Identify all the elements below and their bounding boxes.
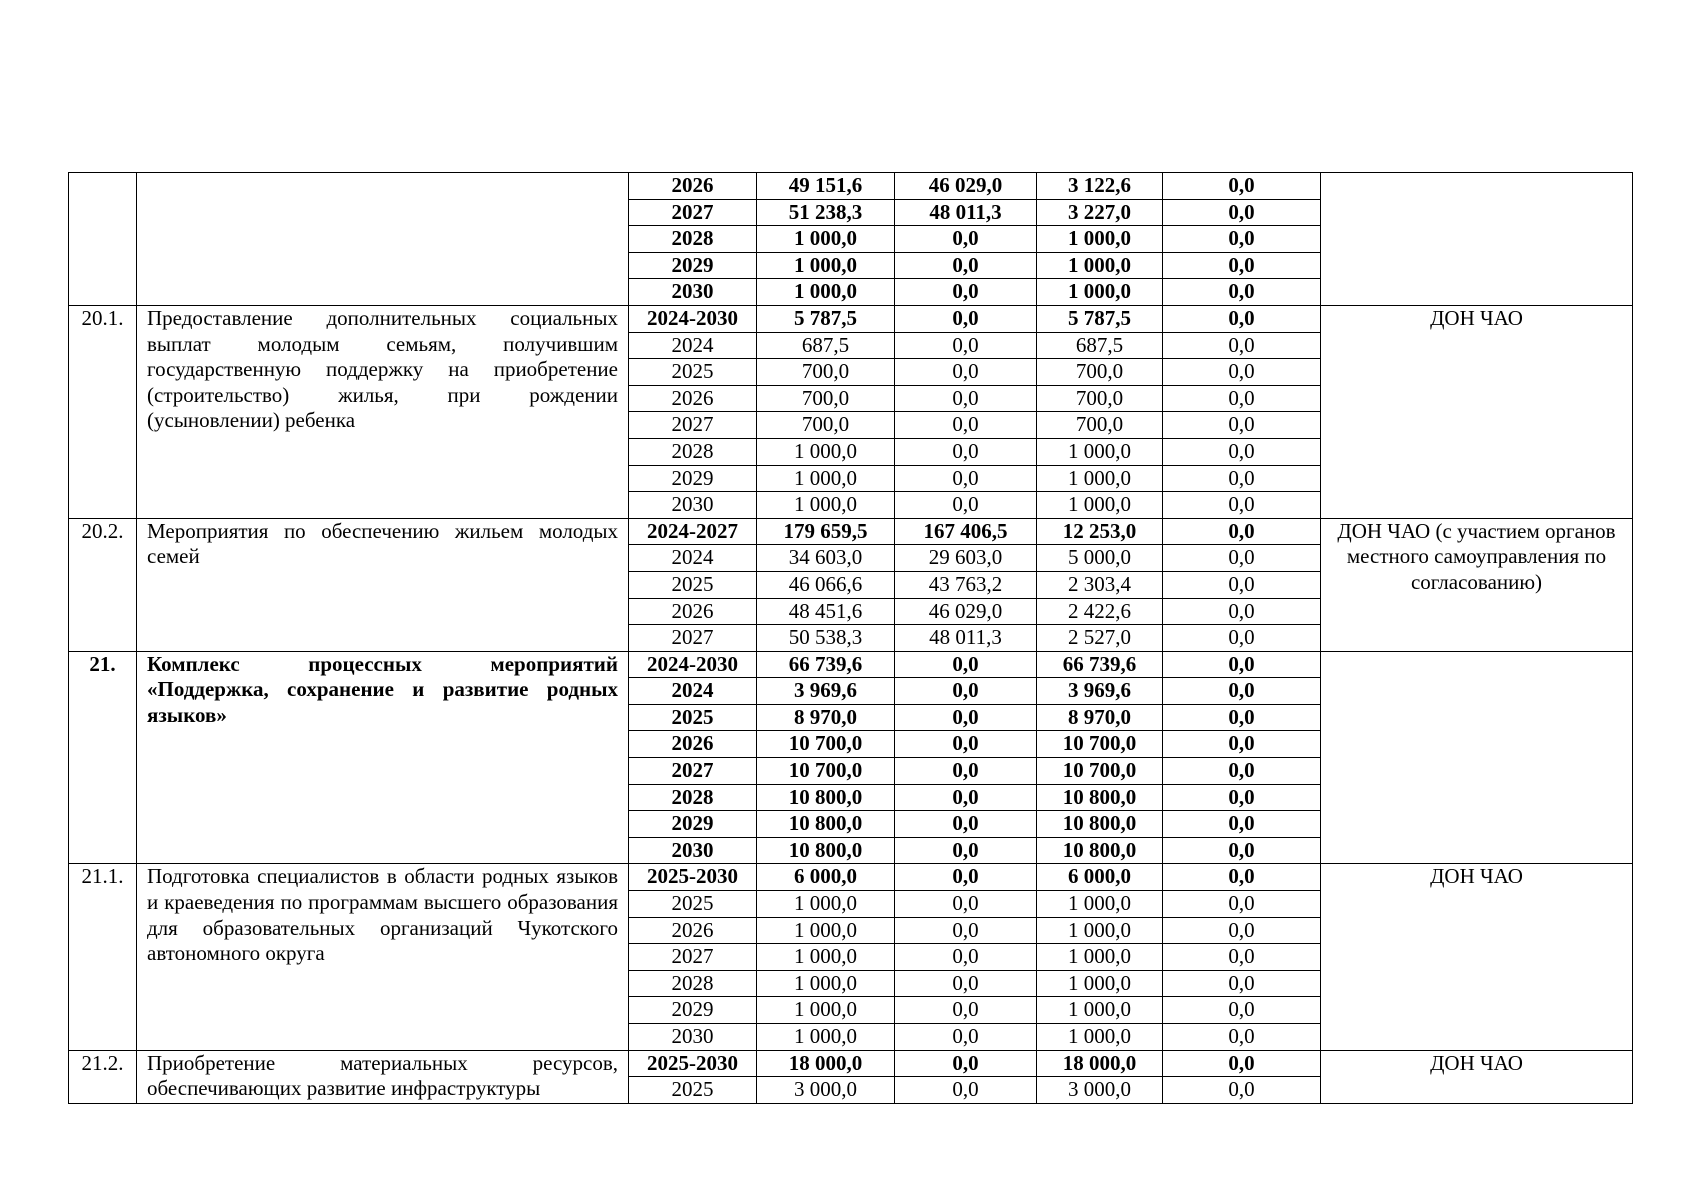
executor: [1321, 651, 1633, 864]
total-cell: 51 238,3: [757, 199, 895, 226]
total-cell: 687,5: [757, 332, 895, 359]
regional-budget-cell: 1 000,0: [1037, 465, 1163, 492]
extrabudgetary-cell: 0,0: [1163, 465, 1321, 492]
extrabudgetary-cell: 0,0: [1163, 997, 1321, 1024]
extrabudgetary-cell: 0,0: [1163, 891, 1321, 918]
total-cell: 10 800,0: [757, 837, 895, 864]
regional-budget-cell: 5 000,0: [1037, 545, 1163, 572]
extrabudgetary-cell: 0,0: [1163, 226, 1321, 253]
executor: ДОН ЧАО: [1321, 864, 1633, 1050]
year-cell: 2025: [629, 359, 757, 386]
regional-budget-cell: 2 527,0: [1037, 625, 1163, 652]
federal-budget-cell: 0,0: [895, 359, 1037, 386]
regional-budget-cell: 3 969,6: [1037, 678, 1163, 705]
regional-budget-cell: 8 970,0: [1037, 704, 1163, 731]
extrabudgetary-cell: 0,0: [1163, 545, 1321, 572]
year-cell: 2028: [629, 226, 757, 253]
extrabudgetary-cell: 0,0: [1163, 412, 1321, 439]
table-row: [69, 864, 1633, 891]
federal-budget-cell: 48 011,3: [895, 625, 1037, 652]
executor: [1321, 173, 1633, 306]
year-cell: 2030: [629, 279, 757, 306]
total-cell: 46 066,6: [757, 571, 895, 598]
federal-budget-cell: 0,0: [895, 412, 1037, 439]
year-cell: 2024: [629, 545, 757, 572]
year-cell: 2024: [629, 678, 757, 705]
extrabudgetary-cell: 0,0: [1163, 199, 1321, 226]
extrabudgetary-cell: 0,0: [1163, 252, 1321, 279]
regional-budget-cell: 1 000,0: [1037, 917, 1163, 944]
budget-table: [68, 172, 1633, 1104]
total-cell: 1 000,0: [757, 1024, 895, 1051]
extrabudgetary-cell: 0,0: [1163, 944, 1321, 971]
regional-budget-cell: 1 000,0: [1037, 279, 1163, 306]
federal-budget-cell: 0,0: [895, 811, 1037, 838]
federal-budget-cell: 0,0: [895, 1077, 1037, 1104]
federal-budget-cell: 46 029,0: [895, 173, 1037, 200]
year-cell: 2025-2030: [629, 1050, 757, 1077]
federal-budget-cell: 0,0: [895, 917, 1037, 944]
regional-budget-cell: 10 800,0: [1037, 784, 1163, 811]
regional-budget-cell: 5 787,5: [1037, 305, 1163, 332]
federal-budget-cell: 0,0: [895, 492, 1037, 519]
year-cell: 2030: [629, 1024, 757, 1051]
extrabudgetary-cell: 0,0: [1163, 970, 1321, 997]
year-cell: 2026: [629, 917, 757, 944]
regional-budget-cell: 2 303,4: [1037, 571, 1163, 598]
table-row: [69, 173, 1633, 200]
table-row: [69, 1050, 1633, 1077]
regional-budget-cell: 18 000,0: [1037, 1050, 1163, 1077]
item-name: Предоставление дополнительных социальных выплат молодым семьям, получившим государственную поддержку на приобретение (строительство) жилья, при рождении (усыновлении) ребенка: [137, 305, 629, 518]
year-cell: 2028: [629, 438, 757, 465]
extrabudgetary-cell: 0,0: [1163, 837, 1321, 864]
executor: ДОН ЧАО (с участием органов местного самоуправления по согласованию): [1321, 518, 1633, 651]
total-cell: 1 000,0: [757, 438, 895, 465]
federal-budget-cell: 0,0: [895, 465, 1037, 492]
federal-budget-cell: 0,0: [895, 651, 1037, 678]
item-number: [69, 173, 137, 306]
federal-budget-cell: 46 029,0: [895, 598, 1037, 625]
federal-budget-cell: 0,0: [895, 704, 1037, 731]
regional-budget-cell: 1 000,0: [1037, 252, 1163, 279]
regional-budget-cell: 10 800,0: [1037, 811, 1163, 838]
regional-budget-cell: 1 000,0: [1037, 891, 1163, 918]
regional-budget-cell: 3 000,0: [1037, 1077, 1163, 1104]
federal-budget-cell: 0,0: [895, 944, 1037, 971]
regional-budget-cell: 12 253,0: [1037, 518, 1163, 545]
item-number: 20.2.: [69, 518, 137, 651]
year-cell: 2027: [629, 412, 757, 439]
federal-budget-cell: 43 763,2: [895, 571, 1037, 598]
table-row: [69, 651, 1633, 678]
total-cell: 48 451,6: [757, 598, 895, 625]
federal-budget-cell: 0,0: [895, 970, 1037, 997]
total-cell: 49 151,6: [757, 173, 895, 200]
extrabudgetary-cell: 0,0: [1163, 385, 1321, 412]
year-cell: 2029: [629, 997, 757, 1024]
year-cell: 2025: [629, 891, 757, 918]
regional-budget-cell: 66 739,6: [1037, 651, 1163, 678]
total-cell: 66 739,6: [757, 651, 895, 678]
item-number: 21.2.: [69, 1050, 137, 1103]
total-cell: 18 000,0: [757, 1050, 895, 1077]
federal-budget-cell: 0,0: [895, 438, 1037, 465]
year-cell: 2029: [629, 465, 757, 492]
federal-budget-cell: 0,0: [895, 385, 1037, 412]
total-cell: 3 969,6: [757, 678, 895, 705]
total-cell: 1 000,0: [757, 970, 895, 997]
year-cell: 2026: [629, 598, 757, 625]
regional-budget-cell: 1 000,0: [1037, 492, 1163, 519]
federal-budget-cell: 0,0: [895, 279, 1037, 306]
extrabudgetary-cell: 0,0: [1163, 784, 1321, 811]
table-body: [69, 173, 1633, 1104]
extrabudgetary-cell: 0,0: [1163, 811, 1321, 838]
total-cell: 5 787,5: [757, 305, 895, 332]
federal-budget-cell: 0,0: [895, 864, 1037, 891]
extrabudgetary-cell: 0,0: [1163, 359, 1321, 386]
extrabudgetary-cell: 0,0: [1163, 1024, 1321, 1051]
regional-budget-cell: 3 227,0: [1037, 199, 1163, 226]
total-cell: 1 000,0: [757, 226, 895, 253]
extrabudgetary-cell: 0,0: [1163, 571, 1321, 598]
total-cell: 1 000,0: [757, 465, 895, 492]
federal-budget-cell: 0,0: [895, 997, 1037, 1024]
total-cell: 1 000,0: [757, 252, 895, 279]
total-cell: 6 000,0: [757, 864, 895, 891]
table-row: [69, 518, 1633, 545]
extrabudgetary-cell: 0,0: [1163, 864, 1321, 891]
total-cell: 700,0: [757, 359, 895, 386]
total-cell: 10 700,0: [757, 731, 895, 758]
year-cell: 2024-2030: [629, 305, 757, 332]
year-cell: 2027: [629, 944, 757, 971]
extrabudgetary-cell: 0,0: [1163, 1050, 1321, 1077]
total-cell: 34 603,0: [757, 545, 895, 572]
federal-budget-cell: 0,0: [895, 758, 1037, 785]
year-cell: 2030: [629, 837, 757, 864]
regional-budget-cell: 1 000,0: [1037, 970, 1163, 997]
item-name: Подготовка специалистов в области родных языков и краеведения по программам высшего образования для образовательных организаций Чукотского автономного округа: [137, 864, 629, 1050]
regional-budget-cell: 1 000,0: [1037, 944, 1163, 971]
regional-budget-cell: 10 700,0: [1037, 758, 1163, 785]
year-cell: 2024: [629, 332, 757, 359]
extrabudgetary-cell: 0,0: [1163, 1077, 1321, 1104]
total-cell: 1 000,0: [757, 492, 895, 519]
item-name: [137, 173, 629, 306]
federal-budget-cell: 0,0: [895, 1050, 1037, 1077]
total-cell: 10 700,0: [757, 758, 895, 785]
regional-budget-cell: 10 700,0: [1037, 731, 1163, 758]
item-number: 21.1.: [69, 864, 137, 1050]
year-cell: 2027: [629, 625, 757, 652]
federal-budget-cell: 0,0: [895, 226, 1037, 253]
extrabudgetary-cell: 0,0: [1163, 731, 1321, 758]
extrabudgetary-cell: 0,0: [1163, 598, 1321, 625]
federal-budget-cell: 0,0: [895, 731, 1037, 758]
total-cell: 1 000,0: [757, 917, 895, 944]
item-number: 21.: [69, 651, 137, 864]
regional-budget-cell: 1 000,0: [1037, 438, 1163, 465]
federal-budget-cell: 0,0: [895, 891, 1037, 918]
regional-budget-cell: 1 000,0: [1037, 226, 1163, 253]
year-cell: 2024-2030: [629, 651, 757, 678]
federal-budget-cell: 0,0: [895, 1024, 1037, 1051]
federal-budget-cell: 0,0: [895, 837, 1037, 864]
total-cell: 700,0: [757, 412, 895, 439]
extrabudgetary-cell: 0,0: [1163, 704, 1321, 731]
total-cell: 1 000,0: [757, 891, 895, 918]
total-cell: 3 000,0: [757, 1077, 895, 1104]
total-cell: 10 800,0: [757, 811, 895, 838]
year-cell: 2029: [629, 252, 757, 279]
extrabudgetary-cell: 0,0: [1163, 518, 1321, 545]
regional-budget-cell: 687,5: [1037, 332, 1163, 359]
regional-budget-cell: 700,0: [1037, 359, 1163, 386]
year-cell: 2026: [629, 731, 757, 758]
year-cell: 2028: [629, 784, 757, 811]
extrabudgetary-cell: 0,0: [1163, 438, 1321, 465]
year-cell: 2025: [629, 704, 757, 731]
regional-budget-cell: 3 122,6: [1037, 173, 1163, 200]
item-name: Комплекс процессных мероприятий «Поддержка, сохранение и развитие родных языков»: [137, 651, 629, 864]
total-cell: 10 800,0: [757, 784, 895, 811]
federal-budget-cell: 167 406,5: [895, 518, 1037, 545]
year-cell: 2028: [629, 970, 757, 997]
year-cell: 2029: [629, 811, 757, 838]
federal-budget-cell: 0,0: [895, 678, 1037, 705]
extrabudgetary-cell: 0,0: [1163, 625, 1321, 652]
year-cell: 2027: [629, 758, 757, 785]
executor: ДОН ЧАО: [1321, 1050, 1633, 1103]
regional-budget-cell: 1 000,0: [1037, 997, 1163, 1024]
year-cell: 2025: [629, 1077, 757, 1104]
regional-budget-cell: 10 800,0: [1037, 837, 1163, 864]
regional-budget-cell: 1 000,0: [1037, 1024, 1163, 1051]
total-cell: 1 000,0: [757, 997, 895, 1024]
year-cell: 2026: [629, 173, 757, 200]
year-cell: 2027: [629, 199, 757, 226]
year-cell: 2025-2030: [629, 864, 757, 891]
federal-budget-cell: 0,0: [895, 784, 1037, 811]
regional-budget-cell: 700,0: [1037, 385, 1163, 412]
federal-budget-cell: 0,0: [895, 332, 1037, 359]
total-cell: 50 538,3: [757, 625, 895, 652]
extrabudgetary-cell: 0,0: [1163, 173, 1321, 200]
federal-budget-cell: 48 011,3: [895, 199, 1037, 226]
federal-budget-cell: 0,0: [895, 305, 1037, 332]
extrabudgetary-cell: 0,0: [1163, 651, 1321, 678]
table-row: [69, 305, 1633, 332]
extrabudgetary-cell: 0,0: [1163, 305, 1321, 332]
regional-budget-cell: 700,0: [1037, 412, 1163, 439]
total-cell: 1 000,0: [757, 279, 895, 306]
item-name: Приобретение материальных ресурсов, обеспечивающих развитие инфраструктуры: [137, 1050, 629, 1103]
extrabudgetary-cell: 0,0: [1163, 758, 1321, 785]
extrabudgetary-cell: 0,0: [1163, 279, 1321, 306]
year-cell: 2030: [629, 492, 757, 519]
total-cell: 8 970,0: [757, 704, 895, 731]
federal-budget-cell: 29 603,0: [895, 545, 1037, 572]
regional-budget-cell: 6 000,0: [1037, 864, 1163, 891]
federal-budget-cell: 0,0: [895, 252, 1037, 279]
executor: ДОН ЧАО: [1321, 305, 1633, 518]
total-cell: 1 000,0: [757, 944, 895, 971]
extrabudgetary-cell: 0,0: [1163, 678, 1321, 705]
total-cell: 179 659,5: [757, 518, 895, 545]
total-cell: 700,0: [757, 385, 895, 412]
item-number: 20.1.: [69, 305, 137, 518]
regional-budget-cell: 2 422,6: [1037, 598, 1163, 625]
item-name: Мероприятия по обеспечению жильем молодых семей: [137, 518, 629, 651]
year-cell: 2024-2027: [629, 518, 757, 545]
extrabudgetary-cell: 0,0: [1163, 332, 1321, 359]
extrabudgetary-cell: 0,0: [1163, 917, 1321, 944]
extrabudgetary-cell: 0,0: [1163, 492, 1321, 519]
year-cell: 2025: [629, 571, 757, 598]
year-cell: 2026: [629, 385, 757, 412]
